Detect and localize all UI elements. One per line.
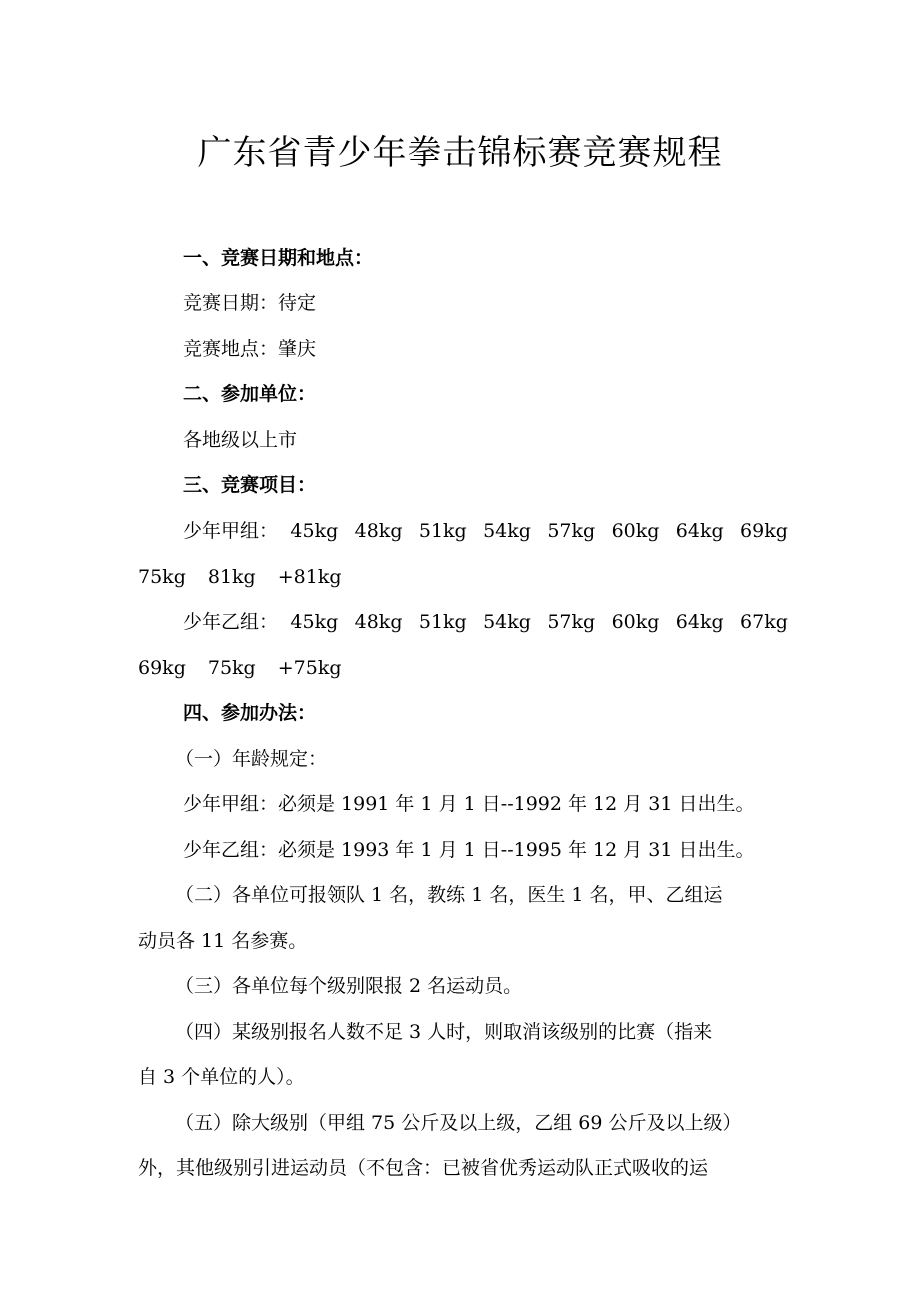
rule-3: （三）各单位每个级别限报 2 名运动员。	[175, 975, 523, 997]
participants-body: 各地级以上市	[183, 429, 298, 451]
rule-4-line2: 自 3 个单位的人）。	[138, 1066, 305, 1088]
rule-4-line1: （四）某级别报名人数不足 3 人时，则取消该级别的比赛（指来	[175, 1021, 713, 1043]
rule-2-line1: （二）各单位可报领队 1 名，教练 1 名，医生 1 名，甲、乙组运	[175, 884, 723, 906]
section-heading-dates-venue: 一、竞赛日期和地点：	[183, 247, 374, 269]
group-a-weights-line2	[138, 564, 798, 590]
weight-class: 54kg	[483, 520, 531, 542]
section-heading-participants: 二、参加单位：	[183, 383, 317, 405]
weight-class: 60kg	[611, 611, 660, 633]
weight-class: 57kg	[547, 611, 596, 633]
weight-class: 75kg	[138, 566, 186, 588]
weight-class: +75kg	[277, 657, 342, 679]
section-heading-events: 三、竞赛项目：	[183, 474, 317, 496]
weight-class: 57kg	[547, 520, 596, 542]
weight-class: 51kg	[418, 611, 467, 633]
rule-5-line1: （五）除大级别（甲组 75 公斤及以上级，乙组 69 公斤及以上级）	[175, 1112, 742, 1134]
weight-class: 60kg	[611, 520, 660, 542]
group-a-weights-line1	[183, 518, 843, 544]
weight-class: 45kg	[290, 611, 339, 633]
section-heading-participation-rules: 四、参加办法：	[183, 702, 317, 724]
age-rule-heading: （一）年龄规定：	[175, 748, 328, 770]
weight-class: 69kg	[138, 657, 186, 679]
document-title: 广东省青少年拳击锦标赛竞赛规程	[197, 133, 723, 173]
group-b-weights-line1	[183, 609, 843, 635]
weight-class: 45kg	[290, 520, 339, 542]
weight-class: 81kg	[207, 566, 256, 588]
weight-class: 51kg	[418, 520, 467, 542]
age-rule-group-a: 少年甲组：必须是 1991 年 1 月 1 日--1992 年 12 月 31 日出生。	[183, 793, 755, 815]
rule-2-line2: 动员各 11 名参赛。	[138, 930, 308, 952]
competition-venue: 竞赛地点：肇庆	[183, 338, 317, 360]
group-b-weights-line2	[138, 655, 798, 681]
group-a-label: 少年甲组：	[183, 520, 279, 542]
rule-5-line2: 外，其他级别引进运动员（不包含：已被省优秀运动队正式吸收的运	[138, 1157, 709, 1179]
weight-class: 64kg	[675, 611, 724, 633]
group-b-label: 少年乙组：	[183, 611, 279, 633]
weight-class: 48kg	[354, 520, 403, 542]
age-rule-group-b: 少年乙组：必须是 1993 年 1 月 1 日--1995 年 12 月 31 日出生。	[183, 839, 755, 861]
weight-class: 67kg	[740, 611, 788, 633]
weight-class: +81kg	[277, 566, 342, 588]
competition-date: 竞赛日期：待定	[183, 292, 317, 314]
weight-class: 54kg	[483, 611, 531, 633]
weight-class: 69kg	[740, 520, 788, 542]
weight-class: 48kg	[354, 611, 403, 633]
weight-class: 64kg	[675, 520, 724, 542]
weight-class: 75kg	[207, 657, 256, 679]
